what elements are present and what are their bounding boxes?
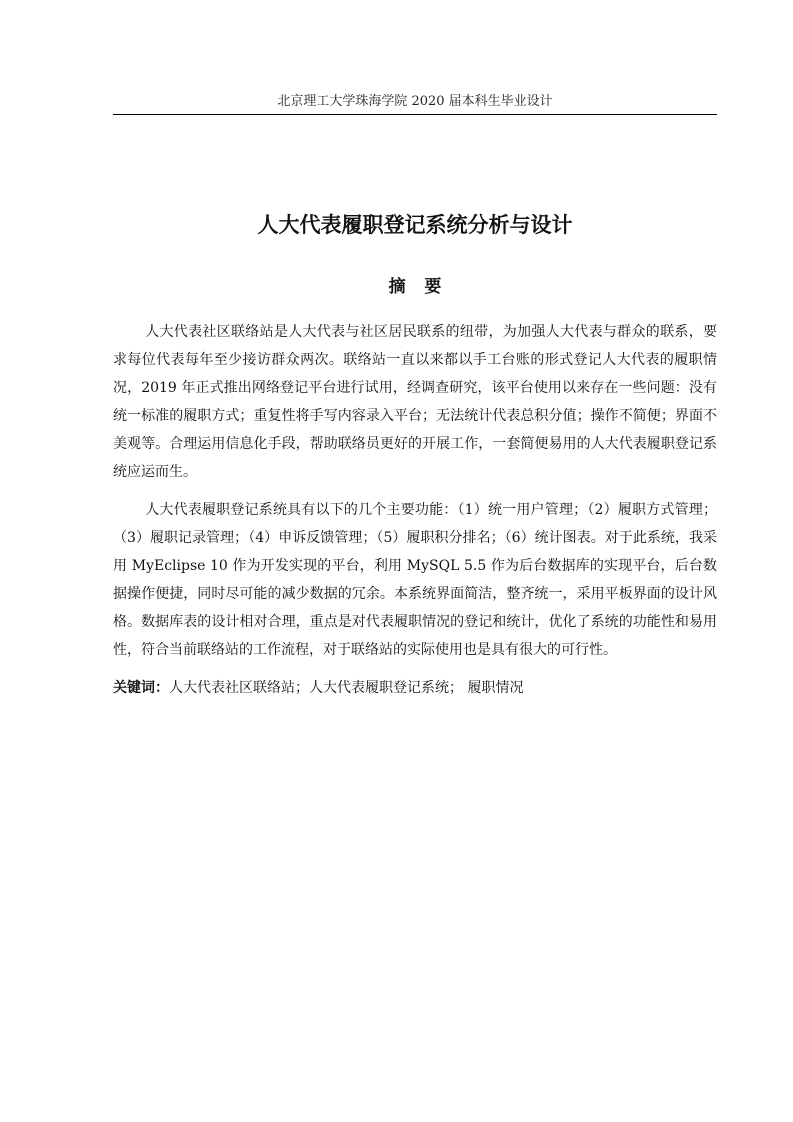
header-rule: [113, 114, 717, 115]
abstract-heading: 摘要: [388, 277, 461, 297]
keywords-line: [113, 674, 717, 702]
running-header: 北京理工大学珠海学院 2020 届本科生毕业设计: [277, 94, 553, 109]
abstract-paragraph-2: 人大代表履职登记系统具有以下的几个主要功能：（1）统一用户管理；（2）履职方式管理；（3）履职记录管理；（4）申诉反馈管理；（5）履职积分排名；（6）统计图表。对于此系统，我采用 MyEclipse 10 作为开发实现的平台，利用 MySQL 5.5 作为后台数据库的实现平台，后台数据操作便捷，同时尽可能的减少数据的冗余。本系统界面简洁，整齐统一，采用平板界面的设计风格。数据库表的设计相对合理，重点是对代表履职情况的登记和统计，优化了系统的功能性和易用性，符合当前联络站的工作流程，对于联络站的实际使用也是具有很大的可行性。: [113, 502, 717, 658]
abstract-body: [113, 318, 717, 702]
paper-title: 人大代表履职登记系统分析与设计: [257, 212, 573, 237]
keywords-text: 人大代表社区联络站；人大代表履职登记系统； 履职情况: [169, 680, 524, 696]
keywords-label: 关键词：: [113, 680, 169, 696]
abstract-paragraph-1: 人大代表社区联络站是人大代表与社区居民联系的纽带，为加强人大代表与群众的联系，要求每位代表每年至少接访群众两次。联络站一直以来都以手工台账的形式登记人大代表的履职情况，2019 年正式推出网络登记平台进行试用，经调查研究，该平台使用以来存在一些问题：没有统一标准的履职方式；重复性将手写内容录入平台；无法统计代表总积分值；操作不简便；界面不美观等。合理运用信息化手段，帮助联络员更好的开展工作，一套简便易用的人大代表履职登记系统应运而生。: [113, 324, 717, 480]
